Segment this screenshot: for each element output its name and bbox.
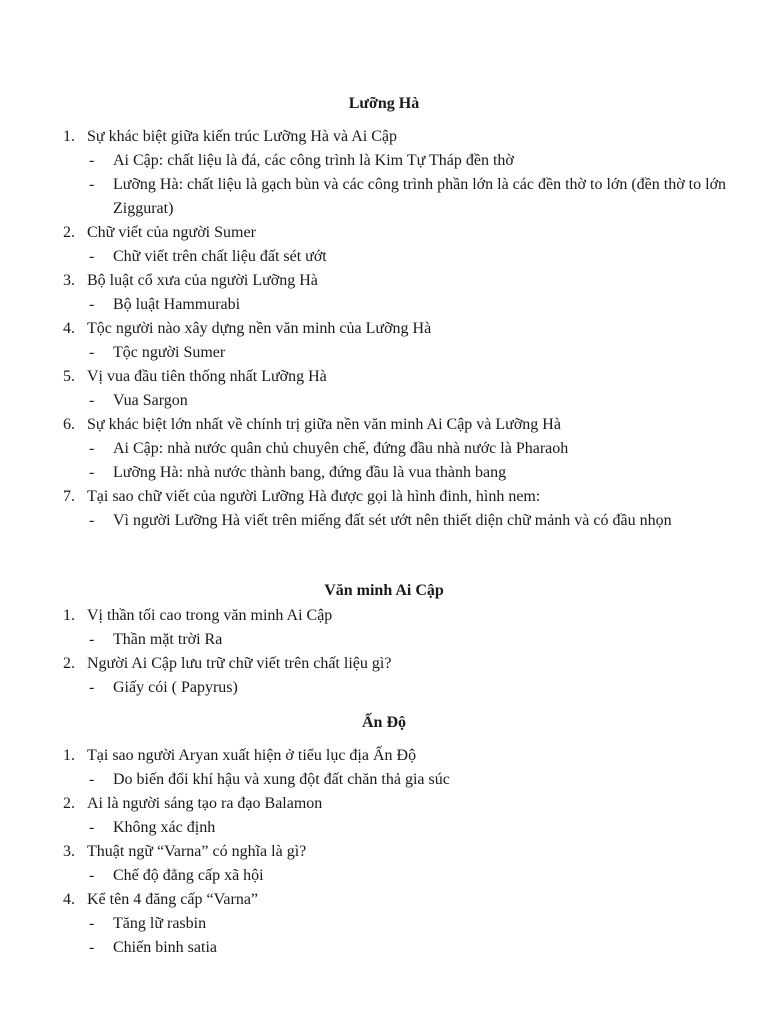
answer-item xyxy=(89,149,729,173)
question-number: 3. xyxy=(63,272,75,289)
question-item xyxy=(63,792,322,816)
section-title-an-do: Ấn Độ xyxy=(361,714,406,731)
question-item xyxy=(63,125,397,149)
question-text: Bộ luật cổ xưa của người Lưỡng Hà xyxy=(87,272,318,289)
dash-bullet: - xyxy=(89,631,95,648)
answer-text: Chữ viết trên chất liệu đất sét ướt xyxy=(113,248,327,265)
question-number: 1. xyxy=(63,128,75,145)
answer-item xyxy=(89,816,729,840)
dash-bullet: - xyxy=(89,464,95,481)
question-item xyxy=(63,413,561,437)
answer-item xyxy=(89,676,729,700)
question-text: Vị vua đầu tiên thống nhất Lưỡng Hà xyxy=(87,368,327,385)
question-number: 3. xyxy=(63,843,75,860)
dash-bullet: - xyxy=(89,176,95,193)
question-text: Kể tên 4 đăng cấp “Varna” xyxy=(87,891,259,908)
question-item xyxy=(63,269,318,293)
section-title-van-minh-ai-cap: Văn minh Ai Cập xyxy=(324,582,444,599)
dash-bullet: - xyxy=(89,344,95,361)
question-number: 1. xyxy=(63,607,75,624)
question-number: 6. xyxy=(63,416,75,433)
question-number: 7. xyxy=(63,488,75,505)
answer-text: Bộ luật Hammurabi xyxy=(113,296,241,313)
question-text: Tại sao người Aryan xuất hiện ở tiểu lục địa Ấn Độ xyxy=(87,747,417,764)
question-number: 1. xyxy=(63,747,75,764)
answer-text: Tộc người Sumer xyxy=(113,344,226,361)
answer-item xyxy=(89,628,729,652)
question-number: 5. xyxy=(63,368,75,385)
answer-text: Chế độ đẳng cấp xã hội xyxy=(113,867,264,884)
dash-bullet: - xyxy=(89,679,95,696)
answer-text: Ai Cập: chất liệu là đá, các công trình là Kim Tự Tháp đền thờ xyxy=(113,152,514,169)
answer-item xyxy=(89,437,729,461)
question-item xyxy=(63,840,306,864)
question-text: Chữ viết của người Sumer xyxy=(87,224,256,241)
dash-bullet: - xyxy=(89,819,95,836)
dash-bullet: - xyxy=(89,440,95,457)
question-item xyxy=(63,317,431,341)
answer-text: Thần mặt trời Ra xyxy=(113,631,223,648)
question-text: Ai là người sáng tạo ra đạo Balamon xyxy=(87,795,323,812)
question-item xyxy=(63,365,327,389)
dash-bullet: - xyxy=(89,296,95,313)
dash-bullet: - xyxy=(89,152,95,169)
answer-item xyxy=(89,389,729,413)
question-item xyxy=(63,221,256,245)
answer-text: Vì người Lưỡng Hà viết trên miếng đất sét ướt nên thiết diện chữ mảnh và có đầu nhọn xyxy=(113,512,672,529)
answer-text: Tăng lữ rasbin xyxy=(113,915,207,932)
question-text: Người Ai Cập lưu trữ chữ viết trên chất liệu gì? xyxy=(87,655,392,672)
answer-text: Ai Cập: nhà nước quân chủ chuyên chế, đứng đầu nhà nước là Pharaoh xyxy=(113,440,569,457)
question-text: Tại sao chữ viết của người Lưỡng Hà được gọi là hình đinh, hình nem: xyxy=(87,488,541,505)
dash-bullet: - xyxy=(89,915,95,932)
question-item xyxy=(63,744,416,768)
question-text: Vị thần tối cao trong văn minh Ai Cập xyxy=(87,607,333,624)
answer-item xyxy=(89,341,729,365)
question-number: 2. xyxy=(63,655,75,672)
answer-text: Lưỡng Hà: nhà nước thành bang, đứng đầu là vua thành bang xyxy=(113,464,507,481)
answer-text: Vua Sargon xyxy=(113,392,188,409)
answer-text: Giấy cói ( Papyrus) xyxy=(113,679,238,696)
section-title-luong-ha: Lưỡng Hà xyxy=(348,95,420,112)
answer-item xyxy=(89,461,729,485)
question-text: Sự khác biệt giữa kiến trúc Lưỡng Hà và Ai Cập xyxy=(87,128,397,145)
question-item xyxy=(63,652,391,676)
question-number: 2. xyxy=(63,224,75,241)
answer-item xyxy=(89,864,729,888)
answer-item xyxy=(89,912,729,936)
answer-item xyxy=(89,245,729,269)
dash-bullet: - xyxy=(89,392,95,409)
question-text: Thuật ngữ “Varna” có nghĩa là gì? xyxy=(87,843,307,860)
question-number: 2. xyxy=(63,795,75,812)
answer-item xyxy=(89,768,729,792)
answer-item xyxy=(89,173,729,221)
question-item xyxy=(63,485,540,509)
answer-item xyxy=(89,936,729,960)
answer-item xyxy=(89,509,729,533)
dash-bullet: - xyxy=(89,867,95,884)
question-text: Tộc người nào xây dựng nền văn minh của Lưỡng Hà xyxy=(87,320,432,337)
answer-text: Lưỡng Hà: chất liệu là gạch bùn và các công trình phần lớn là các đền thờ to lớn (đền thờ to lớn Ziggurat) xyxy=(113,176,727,217)
dash-bullet: - xyxy=(89,771,95,788)
question-item xyxy=(63,604,332,628)
answer-text: Không xác định xyxy=(113,819,216,836)
answer-item xyxy=(89,293,729,317)
answer-text: Do biến đổi khí hậu và xung đột đất chăn thả gia súc xyxy=(113,771,450,788)
question-item xyxy=(63,888,258,912)
dash-bullet: - xyxy=(89,512,95,529)
answer-text: Chiến binh satia xyxy=(113,939,217,956)
question-text: Sự khác biệt lớn nhất về chính trị giữa nền văn minh Ai Cập và Lưỡng Hà xyxy=(87,416,561,433)
question-number: 4. xyxy=(63,320,75,337)
question-number: 4. xyxy=(63,891,75,908)
dash-bullet: - xyxy=(89,939,95,956)
dash-bullet: - xyxy=(89,248,95,265)
